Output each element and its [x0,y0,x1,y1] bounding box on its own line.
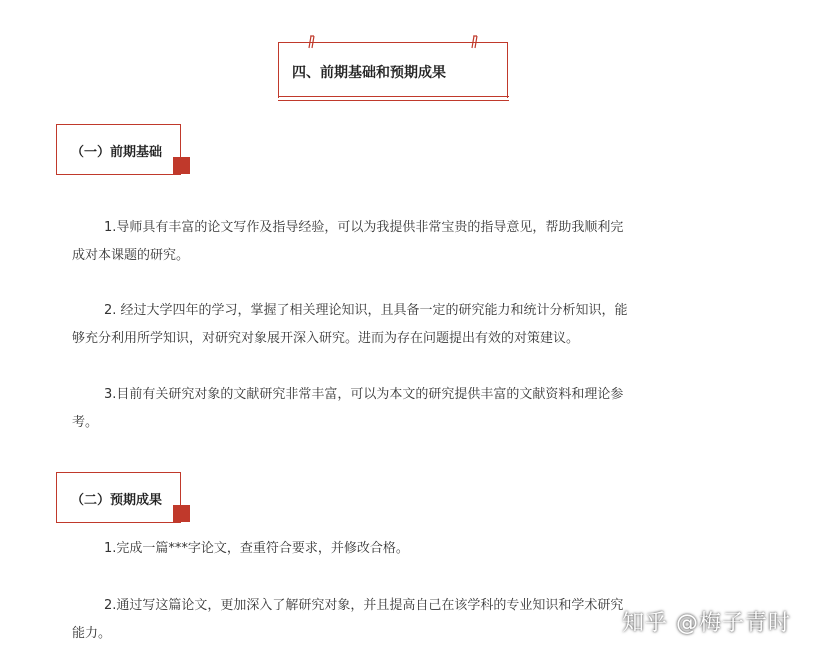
paragraph-line: 1.导师具有丰富的论文写作及指导经验，可以为我提供非常宝贵的指导意见，帮助我顺利完 [104,220,624,235]
paperclip-left-icon [307,35,321,49]
section2-paragraph-1 [104,535,764,563]
main-heading-underline [278,96,509,101]
paragraph-line: 2.通过写这篇论文，更加深入了解研究对象，并且提高自己在该学科的专业知识和学术研究 [104,598,624,613]
paragraph-line: 成对本课题的研究。 [72,248,190,263]
section1-title: （一）前期基础 [71,145,163,160]
watermark: 知乎 @梅子青时 [622,611,791,636]
paragraph-line: 能力。 [72,626,112,641]
paragraph-line: 够充分利用所学知识，对研究对象展开深入研究。进而为存在问题提出有效的对策建议。 [72,331,580,346]
section1-corner-square [173,157,190,174]
section1-paragraph-2-cont [72,325,732,353]
paragraph-line: 2. 经过大学四年的学习，掌握了相关理论知识，且具备一定的研究能力和统计分析知识，能 [104,303,628,318]
paperclip-right-icon [470,35,484,49]
paragraph-line: 3.目前有关研究对象的文献研究非常丰富，可以为本文的研究提供丰富的文献资料和理论参 [104,387,624,402]
paragraph-line: 1.完成一篇***字论文，查重符合要求，并修改合格。 [104,541,409,556]
section1-paragraph-1-cont [72,242,732,270]
section1-paragraph-1 [104,214,764,242]
main-heading-title: 四、前期基础和预期成果 [292,65,446,81]
section1-paragraph-2 [104,297,764,325]
section1-paragraph-3-cont [72,409,732,437]
section2-title: （二）预期成果 [71,493,163,508]
paragraph-line: 考。 [72,415,99,430]
section2-corner-square [173,505,190,522]
section1-paragraph-3 [104,381,764,409]
